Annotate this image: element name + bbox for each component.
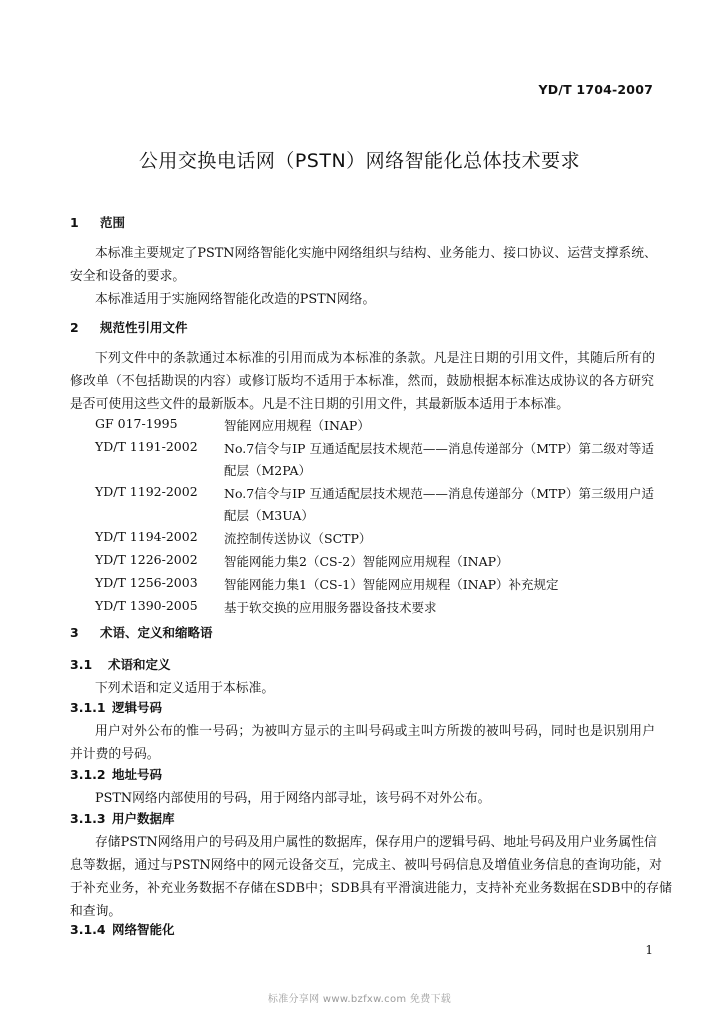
paragraph-line: 存储PSTN网络用户的号码及用户属性的数据库，保存用户的逻辑号码、地址号码及用户业务属性信: [95, 835, 657, 850]
subsection-title: 术语和定义: [108, 657, 171, 672]
paragraph-line: 下列术语和定义适用于本标准。: [95, 681, 275, 696]
paragraph-line: 是否可使用这些文件的最新版本。凡是不注日期的引用文件，其最新版本适用于本标准。: [70, 397, 570, 412]
reference-code: YD/T 1194-2002: [95, 529, 198, 544]
subsection-3-1-4-heading: [70, 920, 175, 938]
paragraph-line: 息等数据，通过与PSTN网络中的网元设备交互，完成主、被叫号码信息及增值业务信息的查询功能，对: [70, 858, 663, 873]
subsection-title: 用户数据库: [112, 811, 175, 826]
reference-code: GF 017-1995: [95, 416, 178, 431]
reference-code: YD/T 1192-2002: [95, 484, 198, 499]
section-title: 术语、定义和缩略语: [100, 625, 213, 640]
subsection-title: 网络智能化: [112, 922, 175, 937]
subsection-3-1-1-heading: [70, 698, 162, 716]
section-3-heading: [70, 623, 213, 641]
reference-title: 流控制传送协议（SCTP）: [224, 531, 372, 546]
subsection-number: 3.1.4: [70, 922, 106, 937]
reference-code: YD/T 1191-2002: [95, 439, 198, 454]
reference-title-cont: 配层（M2PA）: [224, 463, 312, 478]
subsection-number: 3.1.3: [70, 811, 106, 826]
section-title: 范围: [100, 215, 126, 230]
document-title: 公用交换电话网（PSTN）网络智能化总体技术要求: [138, 150, 581, 172]
section-number: 1: [70, 215, 79, 230]
reference-code: YD/T 1226-2002: [95, 552, 198, 567]
reference-title: 基于软交换的应用服务器设备技术要求: [224, 600, 437, 615]
reference-title: No.7信令与IP 互通适配层技术规范——消息传递部分（MTP）第二级对等适: [224, 441, 654, 456]
reference-title-cont: 配层（M3UA）: [224, 508, 314, 523]
reference-code: YD/T 1256-2003: [95, 575, 198, 590]
paragraph-line: 于补充业务，补充业务数据不存储在SDB中；SDB具有平滑演进能力，支持补充业务数据在SDB中的存储: [70, 881, 673, 896]
reference-title: 智能网能力集1（CS-1）智能网应用规程（INAP）补充规定: [224, 577, 559, 592]
section-number: 2: [70, 320, 79, 335]
paragraph-line: 本标准适用于实施网络智能化改造的PSTN网络。: [95, 292, 376, 307]
standard-code: YD/T 1704-2007: [538, 82, 653, 97]
paragraph-line: 和查询。: [70, 904, 122, 919]
paragraph-line: 修改单（不包括勘误的内容）或修订版均不适用于本标准，然而，鼓励根据本标准达成协议的各方研究: [70, 374, 654, 389]
subsection-title: 地址号码: [112, 767, 163, 782]
section-number: 3: [70, 625, 79, 640]
reference-code: YD/T 1390-2005: [95, 598, 198, 613]
paragraph-line: PSTN网络内部使用的号码，用于网络内部寻址，该号码不对外公布。: [95, 791, 491, 806]
subsection-number: 3.1: [70, 657, 93, 672]
reference-title: 智能网能力集2（CS-2）智能网应用规程（INAP）: [224, 554, 509, 569]
subsection-number: 3.1.2: [70, 767, 106, 782]
subsection-3-1-2-heading: [70, 765, 162, 783]
subsection-title: 逻辑号码: [112, 700, 163, 715]
subsection-3-1-heading: [70, 655, 171, 673]
footer-watermark: 标准分享网 www.bzfxw.com 免费下载: [267, 994, 452, 1005]
page-number: 1: [645, 943, 653, 957]
paragraph-line: 用户对外公布的惟一号码；为被叫方显示的主叫号码或主叫方所拨的被叫号码，同时也是识别用户: [95, 724, 655, 739]
section-title: 规范性引用文件: [100, 320, 188, 335]
paragraph-line: 本标准主要规定了PSTN网络智能化实施中网络组织与结构、业务能力、接口协议、运营支撑系统、: [95, 246, 657, 261]
reference-title: No.7信令与IP 互通适配层技术规范——消息传递部分（MTP）第三级用户适: [224, 486, 654, 501]
paragraph-line: 并计费的号码。: [70, 747, 160, 762]
subsection-3-1-3-heading: [70, 809, 175, 827]
subsection-number: 3.1.1: [70, 700, 106, 715]
section-2-heading: [70, 318, 188, 336]
paragraph-line: 下列文件中的条款通过本标准的引用而成为本标准的条款。凡是注日期的引用文件，其随后所有的: [95, 351, 655, 366]
section-1-heading: [70, 213, 125, 231]
reference-title: 智能网应用规程（INAP）: [224, 418, 370, 433]
paragraph-line: 安全和设备的要求。: [70, 269, 186, 284]
